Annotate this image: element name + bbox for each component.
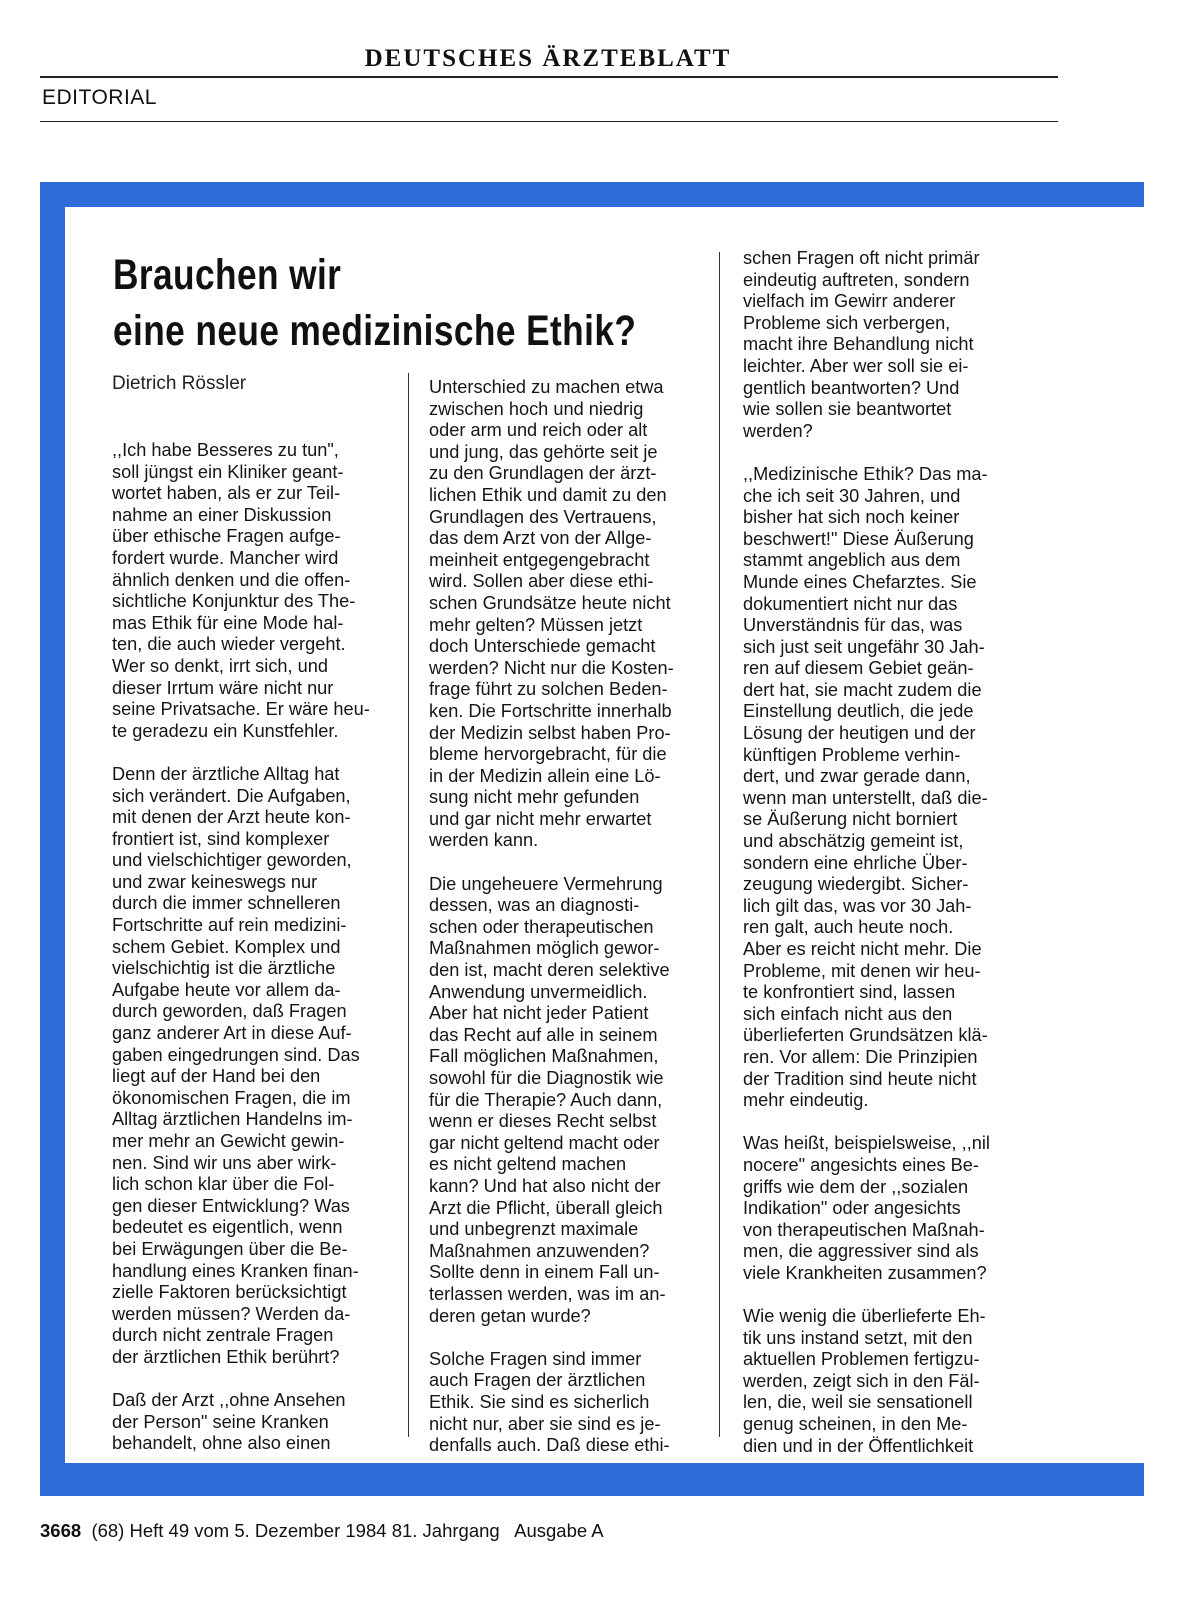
- edition-label: Ausgabe A: [514, 1520, 604, 1541]
- paragraph: Wie wenig die überlieferte Eh- tik uns instand setzt, mit den aktuellen Problemen fertigzu- werden, zeigt sich in den Fäl- len, die, weil sie sensationell genug scheinen, in den Me- dien und in der Öffentlichkeit: [743, 1306, 986, 1456]
- section-label: EDITORIAL: [42, 86, 157, 109]
- section-rule: [40, 121, 1058, 122]
- paragraph: ,,Medizinische Ethik? Das ma- che ich seit 30 Jahren, und bisher hat sich noch keiner beschwert!" Diese Äußerung stammt angeblich aus dem Munde eines Chefarztes. Sie dokumentiert nicht nur das Unverständnis für das, was sich just seit ungefähr 30 Jah- ren auf diesem Gebiet geän- dert hat, sie macht zudem die Einstellung deutlich, die jede Lösung der heutigen und der künftigen Probleme verhin- dert, und zwar gerade dann, wenn man unterstellt, daß die- se Äußerung nicht borniert und abschätzig gemeint ist, sondern eine ehrliche Über- zeugung wiedergibt. Sicher- lich gilt das, was vor 30 Jah- ren galt, auch heute noch. Aber es reicht nicht mehr. Die Probleme, mit denen wir heu- te konfrontiert sind, lassen sich einfach nicht aus den überlieferten Grundsätzen klä- ren. Vor allem: Die Prinzipien der Tradition sind heute nicht mehr eindeutig.: [743, 463, 988, 1111]
- paragraph: Unterschied zu machen etwa zwischen hoch und niedrig oder arm und reich oder alt und jung, das gehörte seit je zu den Grundlagen der ärzt- lichen Ethik und damit zu den Grundlagen des Vertrauens, das dem Arzt von der Allge- meinheit entgegengebracht wird. Sollen aber diese ethi- schen Grundsätze heute nicht mehr gelten? Müssen jetzt doch Unterschiede gemacht werden? Nicht nur die Kosten- frage führt zu solchen Beden- ken. Die Fortschritte innerhalb der Medizin selbst haben Pro- bleme hervorgebracht, für die in der Medizin allein eine Lö- sung nicht mehr gefunden und gar nicht mehr erwartet werden kann.: [429, 377, 674, 851]
- paragraph: schen Fragen oft nicht primär eindeutig auftreten, sondern vielfach im Gewirr anderer Probleme sich verbergen, macht ihre Behandlung nicht leichter. Aber wer soll sie ei- gentlich beantworten? Und wie sollen sie beantwortet werden?: [743, 248, 980, 441]
- paragraph: Denn der ärztliche Alltag hat sich verändert. Die Aufgaben, mit denen der Arzt heute kon- frontiert ist, sind komplexer und vielschichtiger geworden, und zwar keineswegs nur durch die immer schnelleren Fortschritte auf rein medizini- schem Gebiet. Komplex und vielschichtig ist die ärztliche Aufgabe heute vor allem da- durch geworden, daß Fragen ganz anderer Art in diese Auf- gaben eingedrungen sind. Das liegt auf der Hand bei den ökonomischen Fragen, die im Alltag ärztlichen Handelns im- mer mehr an Gewicht gewin- nen. Sind wir uns aber wirk- lich schon klar über die Fol- gen dieser Entwicklung? Was bedeutet es eigentlich, wenn bei Erwägungen über die Be- handlung eines Kranken finan- zielle Faktoren berücksichtigt werden müssen? Werden da- durch nicht zentrale Fragen der ärztlichen Ethik berührt?: [112, 763, 360, 1367]
- paragraph: ,,Ich habe Besseres zu tun", soll jüngst ein Kliniker geant- wortet haben, als er zur Teil- nahme an einer Diskussion über ethische Fragen aufge- fordert wurde. Mancher wird ähnlich denken und die offen- sichtliche Konjunktur des The- mas Ethik für eine Mode hal- ten, die auch wieder vergeht. Wer so denkt, irrt sich, und dieser Irrtum wäre nicht nur seine Privatsache. Er wäre heu- te geradezu ein Kunstfehler.: [112, 440, 370, 741]
- masthead: DEUTSCHES ÄRZTEBLATT: [364, 45, 732, 72]
- paragraph: Was heißt, beispielsweise, ,,nil nocere" angesichts eines Be- griffs wie dem der ,,sozialen Indikation" oder angesichts von therapeutischen Maßnah- men, die aggressiver sind als viele Krankheiten zusammen?: [743, 1133, 990, 1283]
- paragraph: Die ungeheuere Vermehrung dessen, was an diagnosti- schen oder therapeutischen Maßnahmen möglich gewor- den ist, macht deren selektive Anwendung unvermeidlich. Aber hat nicht jeder Patient das Recht auf alle in seinem Fall möglichen Maßnahmen, sowohl für die Diagnostik wie für die Therapie? Auch dann, wenn er dieses Recht selbst gar nicht geltend macht oder es nicht geltend machen kann? Und hat also nicht der Arzt die Pflicht, überall gleich und unbegrenzt maximale Maßnahmen anzuwenden? Sollte denn in einem Fall un- terlassen werden, was im an- deren getan wurde?: [429, 873, 670, 1326]
- text-column-3: [743, 248, 1043, 1479]
- masthead-rule: [40, 76, 1058, 78]
- paragraph: Solche Fragen sind immer auch Fragen der ärztlichen Ethik. Sie sind es sicherlich nicht nur, aber sie sind es je- denfalls auch. Daß diese ethi-: [429, 1348, 670, 1456]
- issue-info: (68) Heft 49 vom 5. Dezember 1984 81. Jahrgang: [91, 1520, 500, 1541]
- article-frame: [40, 182, 1144, 1496]
- page-footer: [40, 1520, 604, 1542]
- text-column-1: [112, 440, 412, 1477]
- paragraph: Daß der Arzt ,,ohne Ansehen der Person" seine Kranken behandelt, ohne also einen: [112, 1390, 346, 1454]
- article-body: [65, 207, 1144, 1463]
- page-number: 3668: [40, 1520, 82, 1541]
- text-column-2: [429, 377, 729, 1478]
- article-title-line-1: Brauchen wir: [113, 251, 342, 299]
- author-byline: Dietrich Rössler: [112, 373, 247, 394]
- article-title-line-2: eine neue medizinische Ethik?: [113, 307, 637, 355]
- article-title: [113, 247, 637, 359]
